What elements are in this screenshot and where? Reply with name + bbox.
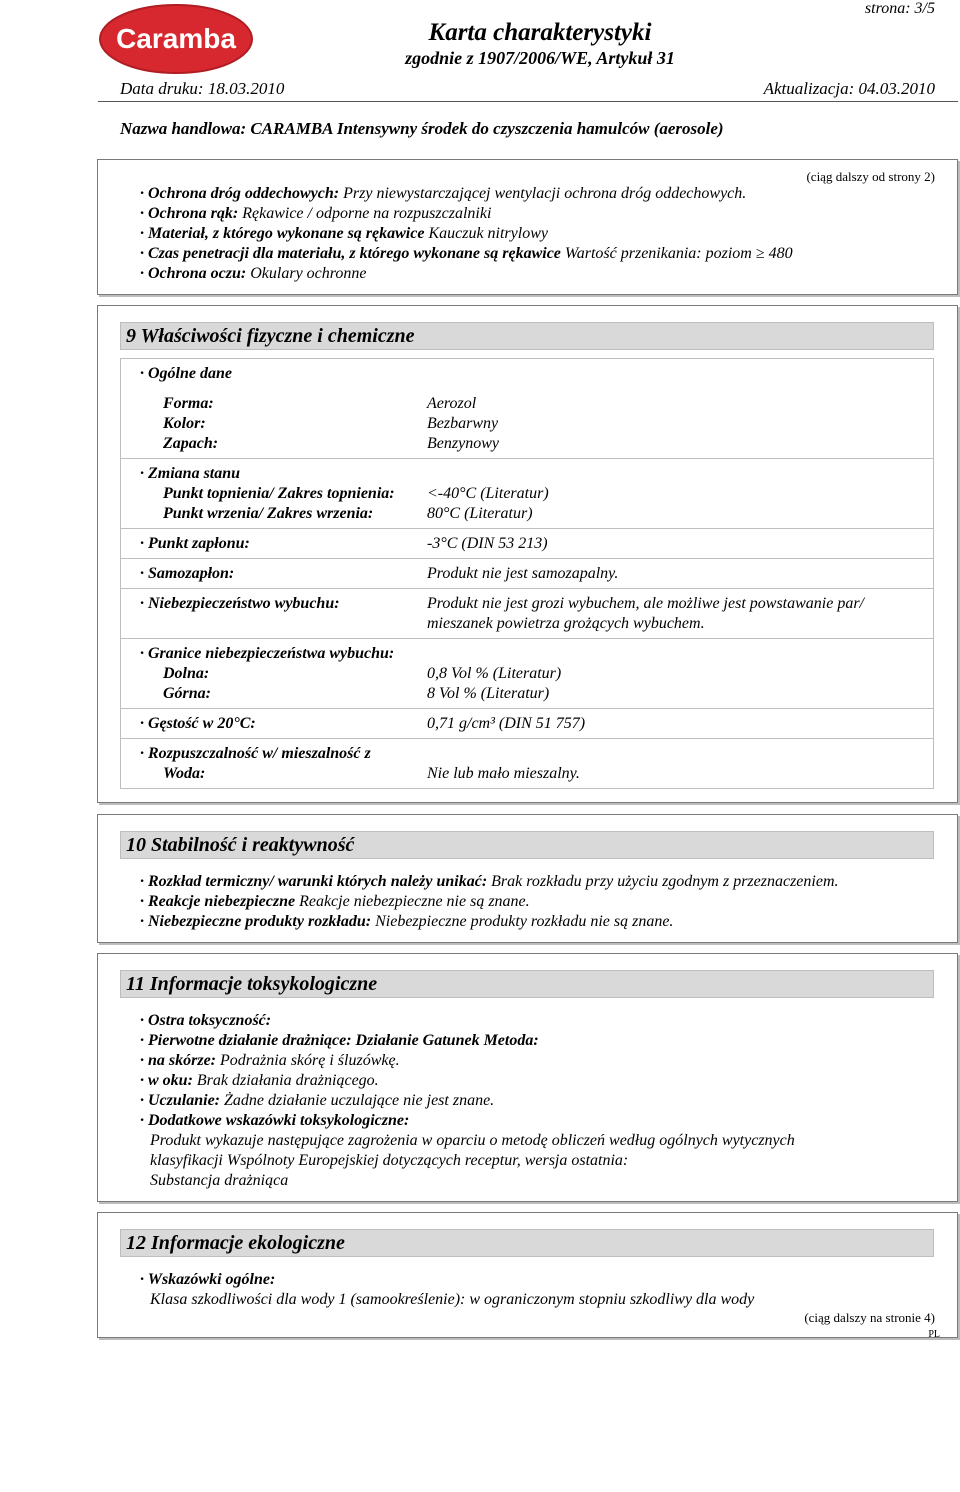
continued-on: (ciąg dalszy na stronie 4) [804,1310,935,1325]
print-date: Data druku: 18.03.2010 [120,79,285,98]
autoignition-label: · Samozapłon: [140,565,235,582]
primary-irritation: · Pierwotne działanie drażniące: Działanie Gatunek Metoda: [140,1032,539,1049]
acute-toxicity: · Ostra toksyczność: [140,1012,272,1029]
trade-name: Nazwa handlowa: CARAMBA Intensywny środek do czyszczenia hamulców (aerosole) [120,119,724,138]
on-skin: · na skórze: Podrażnia skórę i śluzówkę. [140,1052,400,1069]
hazardous-reactions: · Reakcje niebezpieczne Reakcje niebezpieczne nie są znane. [140,893,530,910]
color-value: Bezbarwny [427,415,499,432]
explosion-label: · Niebezpieczeństwo wybuchu: [140,595,340,612]
caramba-logo [98,2,254,74]
decomposition-products: · Niebezpieczne produkty rozkładu: Niebezpieczne produkty rozkładu nie są znane. [140,913,674,930]
water-value: Nie lub mało mieszalny. [427,765,580,782]
explosion-value-2: mieszanek powietrza grożących wybuchem. [427,615,705,632]
toxicology-paragraph-1: Produkt wykazuje następujące zagrożenia w oparciu o metodę obliczeń według ogólnych wytycznych [150,1132,795,1149]
glove-material: · Materiał, z którego wykonane są rękawice Kauczuk nitrylowy [140,225,548,242]
odor-value: Benzynowy [427,435,499,452]
header-divider [98,101,958,102]
melting-point-label: Punkt topnienia/ Zakres topnienia: [163,485,395,502]
section-9-title: 9 Właściwości fizyczne i chemiczne [120,322,934,350]
color-label: Kolor: [163,415,206,432]
respiratory-protection: · Ochrona dróg oddechowych: Przy niewystarczającej wentylacji ochrona dróg oddechowych. [140,185,747,202]
document-title: Karta charakterystyki [428,19,652,46]
explosion-value-1: Produkt nie jest grozi wybuchem, ale możliwe jest powstawanie par/ [427,595,864,612]
hand-protection: · Ochrona rąk: Rękawice / odporne na rozpuszczalniki [140,205,492,222]
toxicology-paragraph-3: Substancja drażniąca [150,1172,289,1189]
odor-label: Zapach: [163,435,219,452]
sensitization: · Uczulanie: Żadne działanie uczulające nie jest znane. [140,1092,495,1109]
density-label: · Gęstość w 20°C: [140,715,256,732]
upper-limit-value: 8 Vol % (Literatur) [427,685,550,702]
boiling-point-value: 80°C (Literatur) [427,505,533,522]
solubility-label: · Rozpuszczalność w/ mieszalność z [140,745,371,762]
in-eye: · w oku: Brak działania drażniącego. [140,1072,379,1089]
lower-limit-value: 0,8 Vol % (Literatur) [427,665,562,682]
update-date: Aktualizacja: 04.03.2010 [763,79,935,98]
document-subtitle: zgodnie z 1907/2006/WE, Artykuł 31 [405,48,675,68]
continued-from: (ciąg dalszy od strony 2) [806,169,935,184]
page-number: strona: 3/5 [864,0,935,17]
section-12-title: 12 Informacje ekologiczne [120,1229,934,1257]
explosion-limits-label: · Granice niebezpieczeństwa wybuchu: [140,645,395,662]
penetration-time: · Czas penetracji dla materiału, z którego wykonane są rękawice Wartość przenikania: poziom ≥ 480 [140,245,793,262]
thermal-decomposition: · Rozkład termiczny/ warunki których należy unikać: Brak rozkładu przy użyciu zgodnym z przeznaczeniem. [140,873,839,890]
autoignition-value: Produkt nie jest samozapalny. [427,565,619,582]
melting-point-value: <-40°C (Literatur) [427,485,549,502]
water-hazard-class: Klasa szkodliwości dla wody 1 (samookreślenie): w ograniczonym stopniu szkodliwy dla wody [150,1291,755,1308]
section-11-title: 11 Informacje toksykologiczne [120,970,934,998]
flash-point-label: · Punkt zapłonu: [140,535,250,552]
general-data-label: · Ogólne dane [140,365,232,382]
language-code: PL [928,1329,940,1340]
lower-limit-label: Dolna: [163,665,210,682]
logo-text: Caramba [116,23,236,54]
flash-point-value: -3°C (DIN 53 213) [427,535,548,552]
toxicology-paragraph-2: klasyfikacji Wspólnoty Europejskiej dotyczących receptur, wersja ostatnia: [150,1152,629,1169]
boiling-point-label: Punkt wrzenia/ Zakres wrzenia: [163,505,374,522]
upper-limit-label: Górna: [163,685,212,702]
state-change-label: · Zmiana stanu [140,465,241,482]
general-notes: · Wskazówki ogólne: [140,1271,276,1288]
form-value: Aerozol [427,395,477,412]
section-10-title: 10 Stabilność i reaktywność [120,831,934,859]
form-label: Forma: [163,395,214,412]
water-label: Woda: [163,765,206,782]
eye-protection: · Ochrona oczu: Okulary ochronne [140,265,367,282]
additional-toxicology: · Dodatkowe wskazówki toksykologiczne: [140,1112,410,1129]
density-value: 0,71 g/cm³ (DIN 51 757) [427,715,586,732]
general-data-cell [120,358,934,459]
